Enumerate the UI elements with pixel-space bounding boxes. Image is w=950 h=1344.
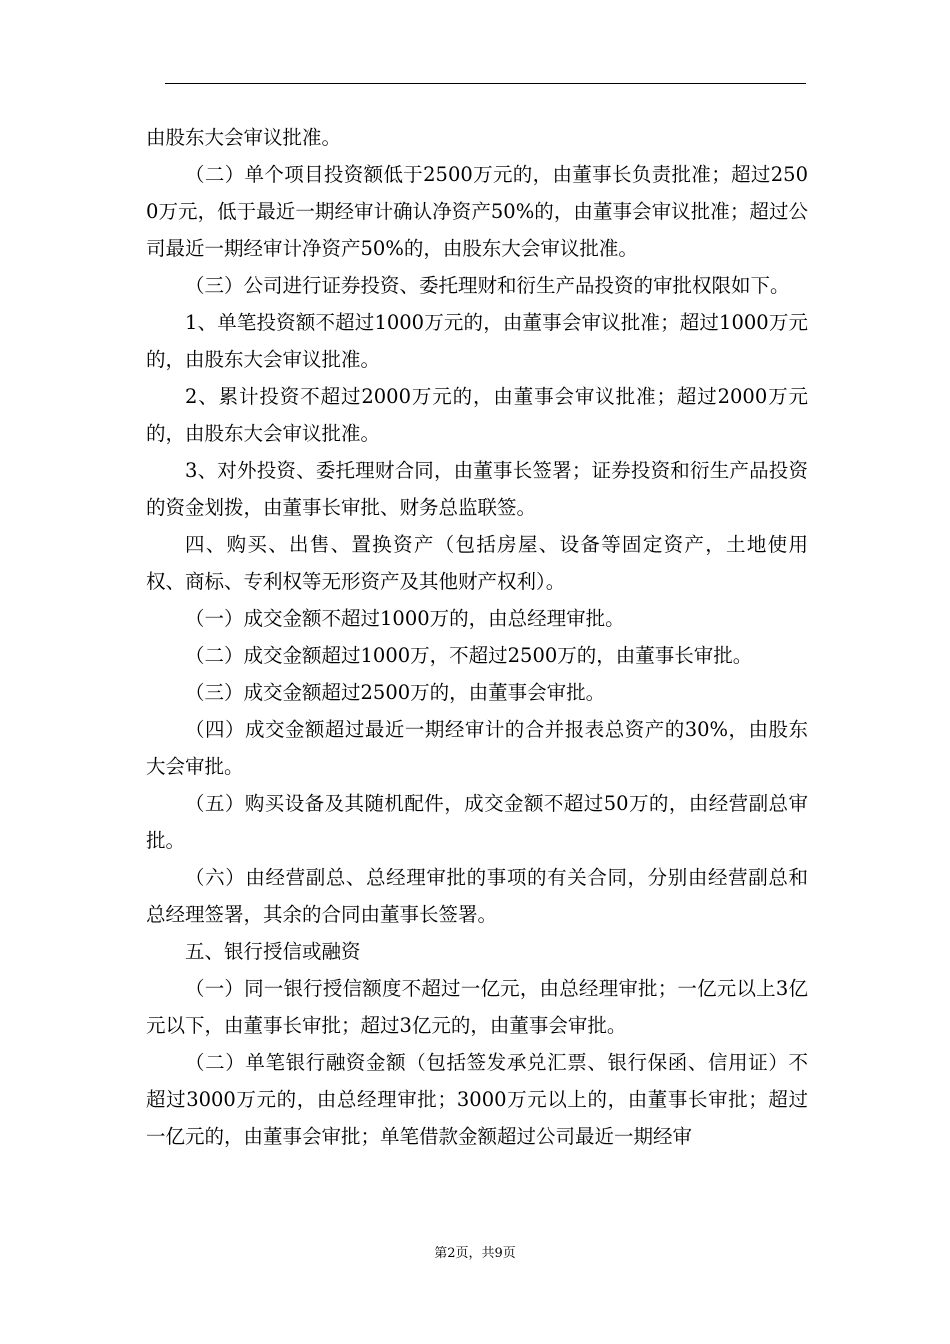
paragraph-16: （二）单笔银行融资金额（包括签发承兑汇票、银行保函、信用证）不超过3000万元的，由总经理审批；3000万元以上的，由董事长审批；超过一亿元的，由董事会审批；单笔借款金额超过公司最近一期经审 xyxy=(146,1051,808,1148)
document-body xyxy=(146,119,808,1155)
paragraph-5: 2、累计投资不超过2000万元的，由董事会审议批准；超过2000万元的，由股东大会审议批准。 xyxy=(146,385,808,445)
paragraph-1: 由股东大会审议批准。 xyxy=(146,126,342,149)
paragraph-11: （四）成交金额超过最近一期经审计的合并报表总资产的30%，由股东大会审批。 xyxy=(146,718,808,778)
paragraph-7: 四、购买、出售、置换资产（包括房屋、设备等固定资产，土地使用权、商标、专利权等无形资产及其他财产权利）。 xyxy=(146,533,808,593)
paragraph-3: （三）公司进行证券投资、委托理财和衍生产品投资的审批权限如下。 xyxy=(185,274,790,297)
paragraph-13: （六）由经营副总、总经理审批的事项的有关合同，分别由经营副总和总经理签署，其余的合同由董事长签署。 xyxy=(146,866,808,926)
paragraph-10: （三）成交金额超过2500万的，由董事会审批。 xyxy=(185,681,606,704)
paragraph-14: 五、银行授信或融资 xyxy=(185,940,361,963)
page-number: 第2页，共9页 xyxy=(434,1246,516,1261)
header-rule xyxy=(165,83,806,84)
paragraph-8: （一）成交金额不超过1000万的，由总经理审批。 xyxy=(185,607,625,630)
paragraph-4: 1、单笔投资额不超过1000万元的，由董事会审议批准；超过1000万元的，由股东大会审议批准。 xyxy=(146,311,808,371)
paragraph-2: （二）单个项目投资额低于2500万元的，由董事长负责批准；超过2500万元，低于最近一期经审计确认净资产50%的，由董事会审议批准；超过公司最近一期经审计净资产50%的，由股东大会审议批准。 xyxy=(146,163,808,260)
paragraph-12: （五）购买设备及其随机配件，成交金额不超过50万的，由经营副总审批。 xyxy=(146,792,808,852)
paragraph-6: 3、对外投资、委托理财合同，由董事长签署；证券投资和衍生产品投资的资金划拨，由董事长审批、财务总监联签。 xyxy=(146,459,808,519)
page-footer xyxy=(0,1245,950,1263)
paragraph-15: （一）同一银行授信额度不超过一亿元，由总经理审批；一亿元以上3亿元以下，由董事长审批；超过3亿元的，由董事会审批。 xyxy=(146,977,808,1037)
paragraph-9: （二）成交金额超过1000万，不超过2500万的，由董事长审批。 xyxy=(185,644,753,667)
